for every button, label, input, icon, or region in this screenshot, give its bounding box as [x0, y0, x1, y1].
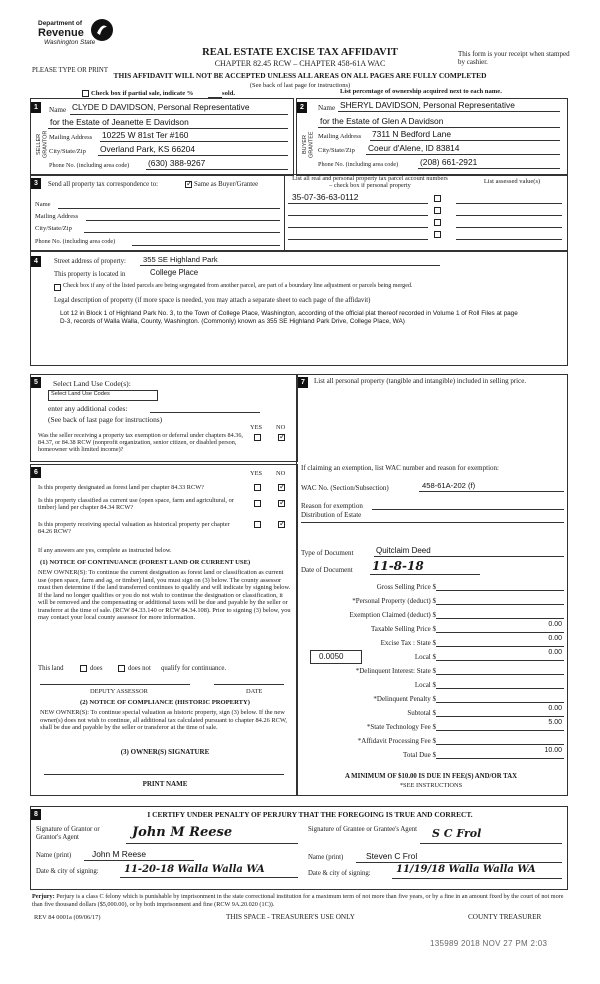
form-warning: THIS AFFIDAVIT WILL NOT BE ACCEPTED UNLESS ALL AREAS ON ALL PAGES ARE FULLY COMPLETED	[113, 71, 487, 80]
section-5-no-header: NO	[276, 424, 286, 431]
logo-dept: Department of	[38, 20, 83, 27]
section-5-see-back: (See back of last page for instructions)	[48, 415, 163, 424]
see-back-note: (See back of last page for instructions)	[249, 82, 351, 89]
section-3-number: 3	[31, 178, 41, 189]
grantor-signature-label: Signature of Grantor or Grantor's Agent	[36, 826, 100, 841]
grantee-signature-label: Signature of Grantee or Grantee's Agent	[308, 826, 417, 833]
personal-property-deduct-label: *Personal Property (deduct) $	[352, 597, 436, 605]
treasurer-stamp: 135989 2018 NOV 27 PM 2:03	[430, 939, 548, 948]
buyer-mailing[interactable]: 7311 N Bedford Lane	[372, 129, 452, 139]
doc-date[interactable]: 11-8-18	[372, 559, 424, 573]
forest-no-checkbox[interactable]	[278, 484, 285, 491]
exemption-yes-checkbox[interactable]	[254, 434, 261, 441]
form-title: REAL ESTATE EXCISE TAX AFFIDAVIT	[202, 47, 398, 58]
seller-name-label: Name	[49, 106, 67, 114]
notice-compliance-text: NEW OWNER(S): To continue special valuation as historic property, sign (3) below. If the new owner(s) does not wish to continue, all additional tax calculated pursuant to chapter 84.26 RCW, shall be due and payable by the seller or transferor at the time of sale.	[40, 709, 287, 732]
deputy-date-label: DATE	[246, 688, 263, 695]
notice-continuance-title: (1) NOTICE OF CONTINUANCE (FOREST LAND OR CURRENT USE)	[40, 559, 251, 566]
excise-state-value[interactable]: 0.00	[548, 635, 562, 642]
logo-revenue: Revenue	[38, 27, 84, 39]
exemption-no-checkbox[interactable]	[278, 434, 285, 441]
parcel-4-personal-checkbox[interactable]	[434, 231, 441, 238]
excise-local-label: Local $	[414, 653, 436, 661]
form-revision: REV 84 0001a (09/06/17)	[34, 914, 101, 921]
buyer-phone[interactable]: (208) 661-2921	[420, 157, 478, 167]
deputy-assessor-label: DEPUTY ASSESSOR	[90, 688, 148, 695]
section-6-box	[30, 464, 298, 796]
section-4-box	[30, 250, 568, 366]
delinquent-interest-local-label: Local $	[414, 681, 436, 689]
wac-label: WAC No. (Section/Subsection)	[301, 484, 389, 492]
section-4-number: 4	[31, 256, 41, 267]
exemption-deduct-label: Exemption Claimed (deduct) $	[349, 611, 436, 619]
parcel-1-personal-checkbox[interactable]	[434, 195, 441, 202]
additional-codes-label: enter any additional codes:	[48, 404, 128, 413]
grantor-name[interactable]: John M Reese	[92, 849, 146, 859]
ownership-note: List percentage of ownership acquired next to each name.	[340, 88, 502, 95]
buyer-name-2[interactable]: for the Estate of Glen A Davidson	[320, 116, 444, 126]
owner-signature-label: (3) OWNER(S) SIGNATURE	[120, 748, 210, 756]
parcel-header: List all real and personal property tax parcel account numbers – check box if personal property	[292, 175, 448, 190]
perjury-label: Perjury:	[32, 893, 55, 900]
parcel-3-personal-checkbox[interactable]	[434, 219, 441, 226]
street-address-label: Street address of property:	[54, 258, 126, 265]
buyer-side-label: BUYER GRANTEE	[302, 131, 315, 158]
land-use-label: Select Land Use Code(s):	[53, 379, 131, 388]
buyer-name-label: Name	[318, 104, 336, 112]
seller-phone-label: Phone No. (including area code)	[49, 162, 130, 169]
land-use-select-value: Select Land Use Codes	[51, 391, 110, 397]
if-yes-note: If any answers are yes, complete as instructed below.	[38, 547, 172, 554]
logo-emblem-icon	[90, 18, 114, 42]
legal-description-label: Legal description of property (if more space is needed, you may attach a separate sheet to each page of the affidavit)	[54, 297, 371, 304]
seller-city-label: City/State/Zip	[49, 148, 86, 155]
buyer-mailing-label: Mailing Address	[318, 133, 362, 140]
historic-yes-checkbox[interactable]	[254, 521, 261, 528]
grantor-name-label: Name (print)	[36, 852, 72, 859]
same-as-buyer-label: Same as Buyer/Grantee	[194, 181, 259, 188]
correspondence-city-label: City/State/Zip	[35, 225, 72, 232]
grantor-date-city-label: Date & city of signing:	[36, 868, 99, 875]
current-use-question: Is this property classified as current use (open space, farm and agricultural, or timber) land per chapter 84.34 RCW?	[38, 497, 234, 512]
perjury-text: Perjury is a class C felony which is punishable by imprisonment in the state correctional institution for a maximum term of not more than five years, or by a fine in an amount fixed by the court of not more than five thousand dollars ($5,000.00), or by both imprisonment and fine (RCW 9A.20.020 (1C)).	[32, 893, 564, 908]
certify-statement: I CERTIFY UNDER PENALTY OF PERJURY THAT THE FOREGOING IS TRUE AND CORRECT.	[147, 810, 473, 819]
partial-sale-checkbox[interactable]	[82, 90, 89, 97]
doc-type-label: Type of Document	[301, 549, 354, 557]
taxable-price-value[interactable]: 0.00	[548, 621, 562, 628]
buyer-city[interactable]: Coeur d'Alene, ID 83814	[368, 143, 460, 153]
notice-continuance-text: NEW OWNER(S): To continue the current designation as forest land or classification as current use (open space, farm and ag, or timber) land, you must sign on (3) below. The county assessor must then determine if the land transferred continues to qualify and will indicate by signing below. If the land no longer qualifies or you do not wish to continue the designation or classification, it will be removed and the compensating or additional taxes will be due and payable by the seller or transferor at the time of sale. (RCW 84.33.140 or RCW 84.34.108). Prior to signing (3) below, you may contact your local county assessor for more information.	[38, 569, 291, 622]
subtotal-label: Subtotal $	[407, 709, 436, 717]
delinquent-penalty-label: *Delinquent Penalty $	[373, 695, 436, 703]
assessed-header: List assessed value(s)	[483, 178, 541, 185]
grantee-date-city[interactable]: 11/19/18 Walla Walla WA	[396, 864, 536, 875]
excise-state-label: Excise Tax : State $	[380, 639, 436, 647]
buyer-city-label: City/State/Zip	[318, 147, 355, 154]
parcel-2-personal-checkbox[interactable]	[434, 207, 441, 214]
legal-description[interactable]: Lot 12 in Block 1 of Highland Park No. 3, to the Town of College Place, Washington, according of the official plat thereof recorded in Volume 1 of Roll Files at page D-3, records of Walla Walla, County, Washington. (Commonly) known as 355 SE Highland Park Drive, College Place, WA)	[60, 310, 518, 326]
segregated-label: Check box if any of the listed parcels are being segregated from another parcel, are part of a boundary line adjustment or parcels being merged.	[63, 283, 413, 289]
grantor-date-city[interactable]: 11-20-18 Walla Walla WA	[124, 864, 265, 875]
grantee-name[interactable]: Steven C Frol	[366, 851, 418, 861]
qualify-label: qualify for continuance.	[161, 665, 227, 672]
exemption-claim-label: If claiming an exemption, list WAC number and reason for exemption:	[301, 464, 499, 472]
seller-name-1[interactable]: CLYDE D DAVIDSON, Personal Representative	[72, 102, 250, 112]
buyer-phone-label: Phone No. (including area code)	[318, 161, 399, 168]
section-7-number: 7	[298, 377, 308, 388]
see-instructions: *SEE INSTRUCTIONS	[399, 782, 463, 789]
local-rate-value: 0.0050	[319, 652, 344, 661]
technology-fee-value[interactable]: 5.00	[548, 719, 562, 726]
land-does-not-checkbox[interactable]	[118, 665, 125, 672]
minimum-notice: A MINIMUM OF $10.00 IS DUE IN FEE(S) AND/OR TAX	[344, 773, 518, 780]
street-address[interactable]: 355 SE Highland Park	[143, 255, 218, 264]
land-use-select[interactable]	[48, 390, 158, 401]
located-in-label: This property is located in	[54, 271, 126, 278]
partial-sale-label: Check box if partial sale, indicate %	[91, 90, 194, 97]
total-due-value[interactable]: 10.00	[544, 747, 562, 754]
section-8-number: 8	[31, 809, 41, 820]
taxable-price-label: Taxable Selling Price $	[370, 625, 436, 633]
doc-type[interactable]: Quitclaim Deed	[376, 546, 431, 555]
historic-no-checkbox[interactable]	[278, 521, 285, 528]
notice-compliance-title: (2) NOTICE OF COMPLIANCE (HISTORIC PROPERTY)	[80, 699, 250, 706]
parcel-number-1[interactable]: 35-07-36-63-0112	[292, 192, 359, 202]
forest-land-question: Is this property designated as forest land per chapter 84.33 RCW?	[38, 484, 204, 491]
this-land-label: This land	[38, 665, 64, 672]
grantor-signature[interactable]: John M Reese	[132, 825, 233, 840]
send-correspondence-label: Send all property tax correspondence to:	[48, 181, 159, 188]
section-5-yes-header: YES	[250, 424, 263, 431]
perjury-notice	[32, 893, 572, 909]
logo-state: Washington State	[44, 39, 96, 46]
section-2-number: 2	[297, 102, 307, 113]
wac-value[interactable]: 458-61A-202 (f)	[422, 481, 476, 490]
dor-logo	[36, 18, 116, 58]
current-use-yes-checkbox[interactable]	[254, 500, 261, 507]
delinquent-interest-state-label: *Delinquent Interest: State $	[355, 667, 436, 675]
grantee-date-city-label: Date & city of signing:	[308, 870, 371, 877]
total-due-label: Total Due $	[403, 751, 436, 759]
receipt-note: This form is your receipt when stamped by cashier.	[458, 50, 570, 67]
excise-local-value[interactable]: 0.00	[548, 649, 562, 656]
segregated-checkbox[interactable]	[54, 284, 61, 291]
gross-price-label: Gross Selling Price $	[376, 583, 436, 591]
does-not-label: does not	[128, 665, 151, 672]
personal-property-label: List all personal property (tangible and intangible) included in selling price.	[314, 377, 527, 385]
county-treasurer: COUNTY TREASURER	[468, 913, 542, 921]
reason-label: Reason for exemption	[301, 502, 363, 510]
section-5-number: 5	[31, 377, 41, 388]
technology-fee-label: *State Technology Fee $	[366, 723, 436, 731]
located-in[interactable]: College Place	[150, 268, 199, 277]
grantee-signature[interactable]: S C Frol	[432, 827, 482, 840]
seller-phone[interactable]: (630) 388-9267	[148, 158, 206, 168]
subtotal-value[interactable]: 0.00	[548, 705, 562, 712]
local-rate-box[interactable]	[310, 650, 362, 664]
section-1-number: 1	[31, 102, 41, 113]
current-use-no-checkbox[interactable]	[278, 500, 285, 507]
correspondence-name-label: Name	[35, 201, 51, 208]
doc-date-label: Date of Document	[301, 566, 353, 574]
please-type: PLEASE TYPE OR PRINT	[32, 67, 108, 74]
treasurer-space: THIS SPACE - TREASURER'S USE ONLY	[226, 913, 355, 921]
seller-side-label: SELLER GRANTOR	[36, 130, 49, 159]
same-as-buyer-checkbox[interactable]	[185, 181, 192, 188]
seller-mailing-label: Mailing Address	[49, 134, 93, 141]
reason-value[interactable]: Distribution of Estate	[301, 511, 362, 519]
land-does-checkbox[interactable]	[80, 665, 87, 672]
seller-name-2[interactable]: for the Estate of Jeanette E Davidson	[50, 117, 189, 127]
does-label: does	[90, 665, 103, 672]
seller-mailing[interactable]: 10225 W 81st Ter #160	[102, 130, 189, 140]
section-6-no-header: NO	[276, 470, 286, 477]
sold-label: sold.	[222, 90, 236, 97]
processing-fee-label: *Affidavit Processing Fee $	[357, 737, 436, 745]
form-chapter: CHAPTER 82.45 RCW – CHAPTER 458-61A WAC	[214, 59, 386, 68]
seller-city[interactable]: Overland Park, KS 66204	[100, 144, 195, 154]
buyer-name-1[interactable]: SHERYL DAVIDSON, Personal Representative	[340, 100, 515, 110]
exemption-question: Was the seller receiving a property tax exemption or deferral under chapters 84.36, 84.37, or 84.38 RCW (nonprofit organization, senior citizen, or disabled person, homeowner with limited income)?	[38, 432, 243, 454]
historic-question: Is this property receiving special valuation as historical property per chapter 84.26 RCW?	[38, 521, 230, 536]
correspondence-mailing-label: Mailing Address	[35, 213, 79, 220]
correspondence-phone-label: Phone No. (including area code)	[35, 238, 116, 245]
section-6-yes-header: YES	[250, 470, 263, 477]
grantee-name-label: Name (print)	[308, 854, 344, 861]
forest-yes-checkbox[interactable]	[254, 484, 261, 491]
section-6-number: 6	[31, 467, 41, 478]
print-name-label: PRINT NAME	[142, 780, 188, 788]
